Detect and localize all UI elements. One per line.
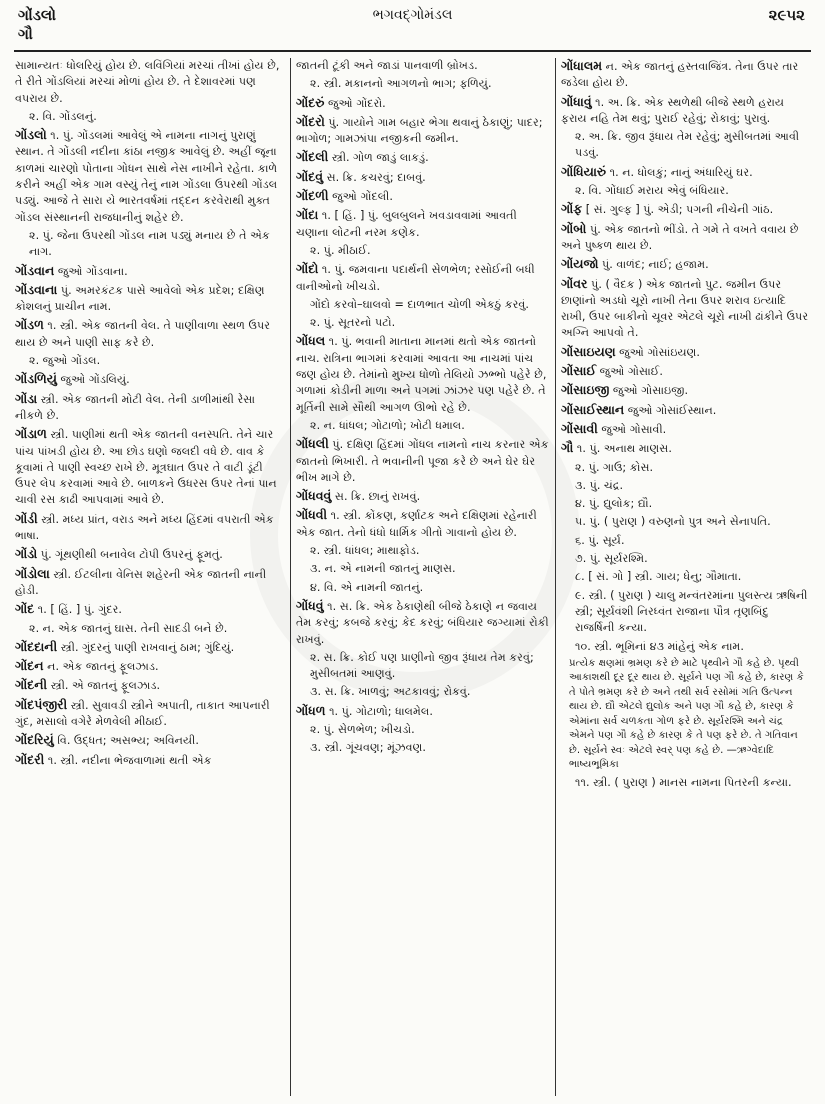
dictionary-entry bbox=[15, 127, 286, 226]
definition-text: જુઓ ગોસાવી. bbox=[597, 422, 667, 436]
header-rule bbox=[14, 50, 811, 52]
definition-text: ૨. જુઓ ગોંડલ. bbox=[29, 354, 101, 368]
definition-text: ૧. પું. જમવાના પદાર્થની સેળભેળ; રસોઈની બધી વાનીઓનો ખીચડો. bbox=[296, 263, 535, 293]
dictionary-entry bbox=[561, 256, 811, 273]
dictionary-entry bbox=[296, 436, 550, 486]
definition-text: પું. અમરકંટક પાસે આવેલો એક પ્રદેશ; દક્ષિણ કોશલનું પ્રાચીન નામ. bbox=[15, 283, 265, 314]
header-first-word: ગોંડલો bbox=[18, 6, 57, 24]
definition-text: ૧. સ્ત્રી. એક જાતની વેલ. તે પાણીવાળા સ્થળ ઉપર થાય છે અને પાણી સાફ કરે છે. bbox=[15, 319, 271, 349]
definition-text: પું. ( વૈદક ) એક જાતનો પુટ. જમીન ઉપર છાણાંનો અડધો ચૂરો નાખી તેના ઉપર શરાવ ઇત્યાદિ રાખી, ઉપર બાકીનો ચૂવર એટલે ચૂરો નાખી ઢાંકીને ઉપર અગ્નિ આપવો તે. bbox=[561, 277, 809, 340]
headword: ગોંદા bbox=[296, 207, 319, 223]
definition-text: ૨. સ્ત્રી. મકાનનો આગળનો ભાગ; ફળિયું. bbox=[310, 77, 492, 91]
headword: ગોંદરો bbox=[296, 113, 325, 129]
sense-line bbox=[561, 775, 811, 791]
definition-text: ગોંદો કરવો–ઘાલવો = દાળભાત ચોળી એકઠું કરવું. bbox=[310, 297, 529, 311]
definition-text: સ્ત્રી. ગુંદરનું પાણી રાખવાનું ઠામ; ગુંદિયું. bbox=[57, 640, 235, 654]
dictionary-entry bbox=[296, 598, 550, 648]
definition-text: જાતની ટૂંકી અને જાડાં પાનવાળી બ્રોખડ. bbox=[296, 59, 478, 72]
definition-text: ૨. વિ. ગોંડલનું. bbox=[29, 109, 97, 123]
sense-line bbox=[296, 580, 550, 596]
definition-text: ૨. પું. સેળભેળ; ખીચડો. bbox=[310, 722, 415, 736]
definition-text: સામાન્યતઃ ધોલરિયું હોય છે. લવિંગિયાં મરચાં તીખાં હોય છે, તે રીતે ગોંડલિયાં મરચાં મોળાં હોય છે. તે દેશાવરમાં પણ વપરાય છે. bbox=[15, 59, 280, 105]
definition-text: ૪. પું. દ્યુલોક; દ્યૌ. bbox=[575, 497, 653, 511]
dictionary-entry bbox=[15, 697, 286, 731]
definition-text: ૧. પું. ભવાની માતાના માનમાં થતો એક જાતનો નાચ. રાત્રિના ભાગમાં કરવામાં આવતા આ નાચમાં પાંચ જણ હોય છે. તેમાંનો મુખ્ય ધોળો તેલિયો ઝભ્ભો પહેરે છે, ગળામાં કોડીની માળા અને પગમાં ઝાંઝર પણ પહેરે છે. તે મૂર્તિની સામે સૌથી આગળ ઊભો રહે છે. bbox=[296, 335, 547, 414]
sense-line bbox=[296, 722, 550, 738]
sense-line bbox=[296, 243, 550, 259]
headword: ગોંદની bbox=[15, 677, 48, 693]
headword: ગોંડલો bbox=[15, 127, 47, 143]
definition-text: જુઓ ગોસાઇજી. bbox=[609, 384, 689, 398]
definition-text: ૨. સ. ક્રિ. કોઈ પણ પ્રાણીનો જીવ રૂંધાય તેમ કરવું; મુસીબતમાં આણવું. bbox=[310, 650, 534, 681]
dictionary-entry bbox=[296, 95, 550, 112]
definition-text: [ સં. ગુલ્ફ ] પું. એડી; પગની નીચેની ગાંઠ. bbox=[582, 203, 774, 217]
headword: ગોંદો bbox=[296, 261, 319, 277]
definition-text: સ. ક્રિ. છાનું રાખવું. bbox=[331, 490, 421, 504]
definition-text: ૨. પું. જેના ઉપરથી ગોંડલ નામ પડ્યું મનાય છે તે એક નાગ. bbox=[29, 228, 270, 259]
sense-line bbox=[296, 543, 550, 559]
header-last-word: ગૌ bbox=[18, 25, 33, 43]
sense-line bbox=[561, 129, 811, 162]
sense-line bbox=[15, 58, 286, 107]
headword: ગોંડા bbox=[15, 390, 38, 406]
headword: ગોંદવું bbox=[296, 168, 324, 184]
dictionary-entry bbox=[561, 201, 811, 218]
definition-text: જુઓ ગોંદલી. bbox=[328, 190, 393, 204]
definition-text: વિ. ઉદ્ધત; અસભ્ય; અવિનયી. bbox=[53, 734, 199, 748]
dictionary-entry bbox=[296, 188, 550, 205]
headword: ગોંડી bbox=[15, 510, 38, 526]
definition-text: ૧. [ હિં. ] પું. ગુંદર. bbox=[34, 603, 122, 617]
dictionary-entry bbox=[15, 677, 286, 694]
sense-line bbox=[561, 478, 811, 494]
dictionary-entry bbox=[561, 58, 811, 92]
dictionary-entry bbox=[15, 732, 286, 749]
headword: ગોંયજો bbox=[561, 256, 599, 272]
headword: ગોંડો bbox=[15, 546, 38, 562]
dictionary-entry bbox=[15, 752, 286, 769]
definition-text: સ્ત્રી. એ જાતનું ફૂલઝાડ. bbox=[47, 679, 161, 693]
dictionary-entry bbox=[296, 333, 550, 415]
definition-text: ૮. [ સં. ગો ] સ્ત્રી. ગાય; ધેનુ; ગૌમાતા. bbox=[575, 570, 742, 584]
definition-text: ૩. સ્ત્રી. ગૂંચવણ; મૂંઝવણ. bbox=[310, 741, 426, 755]
dictionary-entry bbox=[296, 149, 550, 166]
sense-line bbox=[561, 588, 811, 637]
definition-text: ૨. પું. ગાઉ; કોસ. bbox=[575, 460, 654, 474]
definition-text: જુઓ ગોંડવાના. bbox=[54, 264, 128, 278]
dictionary-entry bbox=[296, 488, 550, 505]
dictionary-entry bbox=[561, 344, 811, 361]
definition-text: ૩. ન. એ નામની જાતનું માણસ. bbox=[310, 562, 456, 576]
sense-line bbox=[296, 76, 550, 92]
headword: ગોંફ bbox=[561, 201, 583, 217]
definition-text: ૨. સ્ત્રી. ધાંધલ; માથાફોડ. bbox=[310, 544, 420, 558]
definition-text: ન. એક જાતનું ફૂલઝાડ. bbox=[43, 660, 159, 674]
sense-line bbox=[15, 228, 286, 261]
dictionary-entry bbox=[15, 371, 286, 388]
column-2 bbox=[296, 58, 550, 1098]
definition-text: ૧. ન. ધોલકું; નાનું અંધારિયું ઘર. bbox=[606, 165, 753, 179]
headword: ગોંદરી bbox=[15, 751, 45, 767]
definition-text: જુઓ ગોંદરો. bbox=[324, 96, 386, 110]
definition-text: જુઓ ગોસાંઈસ્થાન. bbox=[624, 403, 717, 417]
dictionary-entry bbox=[15, 546, 286, 563]
sense-line bbox=[15, 621, 286, 637]
dictionary-entry bbox=[15, 263, 286, 280]
headword: ગોંદ bbox=[15, 601, 35, 617]
headword: ગોંડવાન bbox=[15, 262, 55, 278]
definition-text: ૯. સ્ત્રી. ( પુરાણ ) ચાલુ મન્વંતરમાંના પુલસ્ત્ય ઋષિની સ્ત્રી; સૂર્યવંશી નિરધ્વંત રાજાના પૌત્ર તૃણબિંદુ રાજર્ષિની કન્યા. bbox=[575, 588, 808, 635]
column-3 bbox=[561, 58, 811, 1098]
headword: ગોંડોલા bbox=[15, 565, 50, 581]
definition-text: સ્ત્રી. પાણીમાં થતી એક જાતની વનસ્પતિ. તેને ચાર પાંચ પાંખડી હોય છે. આ છોડ ઘણો જલદી વધે છે. વાવ કે કૂવામાં તે પાણી સ્વચ્છ રાખે છે. મૂત્રઘાત ઉપર તે વાટી ડૂંટી ઉપર લેપ કરવામાં આવે છે. બાળકને ઉધરસ ઉપર તેનાં પાન ચાવી રસ કાઢી આપવામાં આવે છે. bbox=[15, 428, 277, 507]
dictionary-entry bbox=[561, 382, 811, 399]
sense-line bbox=[561, 569, 811, 585]
dictionary-entry bbox=[296, 207, 550, 241]
sense-line bbox=[561, 514, 811, 530]
definition-text: ૨. ન. એક જાતનું ઘાસ. તેની સાદડી બને છે. bbox=[29, 621, 228, 635]
definition-text: જુઓ ગોસાંઇયણ. bbox=[615, 345, 700, 359]
definition-text: પું. ગાયોને ગામ બહાર ભેગા થવાનું ઠેકાણું; પાદર; ભાગોળ; ગામઝાંપા નજીકની જમીન. bbox=[296, 115, 543, 146]
definition-text: ૩. પું. ચંદ્ર. bbox=[575, 478, 624, 492]
header-page-number: ૨૯૫૨ bbox=[768, 6, 805, 24]
definition-text: ૭. પું. સૂર્યરશ્મિ. bbox=[575, 552, 648, 566]
definition-text: સ્ત્રી. સુવાવડી સ્ત્રીને અપાતી, તાકાત આપનારી ગુંદ, મસાલો વગેરે મેળવેલી મીઠાઈ. bbox=[15, 698, 270, 728]
dictionary-entry bbox=[561, 94, 811, 128]
definition-text: ૧. સ્ત્રી. નદીના ભેજવાળામાં થતી એક bbox=[44, 753, 212, 767]
headword: ગોંદન bbox=[15, 658, 44, 674]
dictionary-entry bbox=[561, 221, 811, 255]
definition-text: સ્ત્રી. મધ્ય પ્રાંત, વરાડ અને મધ્ય હિંદમાં વપરાતી એક ભાષા. bbox=[15, 512, 274, 543]
header-title: ભગવદ્ગોમંડલ bbox=[372, 7, 453, 23]
definition-text: ૨. અ. ક્રિ. જીવ રૂંધાય તેમ રહેવું; મુસીબતમાં આવી પડવું. bbox=[575, 130, 800, 160]
headword: ગોંધળ bbox=[296, 702, 326, 718]
dictionary-entry bbox=[296, 169, 550, 186]
definition-text: પું. દક્ષિણ હિંદમાં ગોંધલ નામનો નાચ કરનાર એક જાતનો ભિખારી. તે ભવાનીની પૂજા કરે છે અને ઘેર ઘેર ભીખ માગે છે. bbox=[296, 438, 549, 484]
dictionary-entry bbox=[561, 276, 811, 342]
definition-text: ૧૦. સ્ત્રી. ભૂમિનાં ૪૩ માંહેનું એક નામ. bbox=[575, 639, 744, 653]
definition-text: ૧. સ. ક્રિ. એક ઠેકાણેથી બીજે ઠેકાણે ન જવાય તેમ કરવું; કબજે કરવું; કેદ કરવું; બંધિયાર જગ્યામાં રોકી રાખવું. bbox=[296, 599, 549, 646]
sense-line bbox=[296, 58, 550, 74]
column-divider bbox=[555, 58, 556, 1096]
dictionary-entry bbox=[296, 703, 550, 720]
headword: ગોંદદાની bbox=[15, 638, 58, 654]
definition-text: સ્ત્રી. ગોળ જાડું લાકડું. bbox=[328, 151, 429, 165]
headword: ગોંધિયારું bbox=[561, 163, 607, 179]
headword: ગોંસાઈ bbox=[561, 363, 597, 379]
dictionary-entry bbox=[15, 391, 286, 425]
definition-text: ૨. વિ. ગોંધાઈ મરાય એવું બંધિયાર. bbox=[575, 184, 729, 198]
headword: ગૌ bbox=[561, 440, 574, 456]
dictionary-entry bbox=[15, 658, 286, 675]
headword: ગોંધવવું bbox=[296, 488, 332, 504]
definition-text: પ્રત્યેક ક્ષણમાં ભ્રમણ કરે છે માટે પૃથ્વીને ગૌ કહે છે. પૃથ્વી આકાશથી દૂર દૂર થાય છે. સૂર્યને પણ ગૌ કહે છે, કારણ કે તે પોતે ભ્રમણ કરે છે અને તથી સર્વ રસોમાં ગતિ ઉત્પન્ન થાય છે. દ્યૌ એટલે દ્યુલોક અને પણ ગૌ કહે છે, કારણ કે એમાંના સર્વ ચળકતા ગોળ ફરે છે. સૂર્યરશ્મિ અને ચંદ્ર એમને પણ ગૌ કહે છે કારણ કે તે પણ ફરે છે. તે ગતિવાન છે. સૂર્યને સ્વઃ એટલે સ્વર્ પણ કહે છે. —ઋગ્વેદાદિ ભાષ્યભૂમિકા bbox=[569, 657, 804, 771]
headword: ગોંડળિયું bbox=[15, 371, 57, 387]
definition-text: ૧. સ્ત્રી. કોંકણ, કર્ણાટક અને દક્ષિણમાં રહેનારી એક જાત. તેનો ધંધો ધાર્મિક ગીતો ગાવાનો હોય છે. bbox=[296, 509, 537, 539]
sense-line bbox=[561, 639, 811, 655]
headword: ગોંધાવું bbox=[561, 93, 592, 109]
definition-text: ૫. પું. ( પુરાણ ) વરુણનો પુત્ર અને સેનાપતિ. bbox=[575, 515, 771, 529]
definition-text: ૧. અ. ક્રિ. એક સ્થળેથી બીજે સ્થળે હરાય ફરાય નહિ તેમ થવું; પુરાઈ રહેવું; રોકાવું; પુરાવું. bbox=[561, 95, 785, 125]
definition-text: સ્ત્રી. ઈટલીના વેનિસ શહેરની એક જાતની નાની હોડી. bbox=[15, 567, 267, 597]
sense-line bbox=[561, 551, 811, 567]
headword: ગોંદરું bbox=[296, 94, 325, 110]
headword: ગોંસાઈસ્થાન bbox=[561, 401, 625, 417]
dictionary-entry bbox=[561, 363, 811, 380]
definition-text: ૨. ન. ધાંધલ; ગોટાળો; ખોટી ધમાલ. bbox=[310, 418, 465, 432]
headword: ગોંબો bbox=[561, 220, 587, 236]
headword: ગોંધવી bbox=[296, 507, 328, 523]
headword: ગોંદળી bbox=[296, 188, 329, 204]
headword: ગોંધાલમ bbox=[561, 58, 603, 73]
sense-line bbox=[561, 533, 811, 549]
dictionary-entry bbox=[561, 402, 811, 419]
definition-text: ૧૧. સ્ત્રી. ( પુરાણ ) માનસ નામના પિતરની કન્યા. bbox=[575, 775, 792, 789]
headword: ગોંવર bbox=[561, 275, 588, 291]
headword: ગોંધવું bbox=[296, 597, 324, 613]
headword: ગોંડવાના bbox=[15, 281, 58, 297]
headword: ગોંધલી bbox=[296, 436, 329, 452]
dictionary-entry bbox=[15, 317, 286, 351]
column-1 bbox=[15, 58, 286, 1098]
sense-line bbox=[561, 460, 811, 476]
sense-line bbox=[296, 650, 550, 683]
definition-text: ૬. પું. સૂર્ય. bbox=[575, 533, 625, 547]
sense-line bbox=[296, 561, 550, 577]
dictionary-entry bbox=[15, 639, 286, 656]
dictionary-entry bbox=[296, 507, 550, 541]
headword: ગોંદરિયું bbox=[15, 732, 54, 748]
headword: ગોંડળ bbox=[15, 317, 44, 333]
headword: ગોંદપંજીરી bbox=[15, 696, 68, 712]
definition-text: જુઓ ગોંડલિયું. bbox=[56, 373, 130, 387]
definition-text: પું. ગૂંથણીથી બનાવેલ ટોપી ઉપરનું ફૂમતું. bbox=[37, 548, 223, 562]
sense-line bbox=[296, 684, 550, 700]
definition-text: ૧. [ હિં. ] પું. બુલબુલને ખવડાવવામાં આવતી ચણાના લોટની નરમ કણેક. bbox=[296, 209, 517, 239]
headword: ગોંસાઇજી bbox=[561, 382, 610, 398]
definition-text: ૪. વિ. એ નામની જાતનું. bbox=[310, 580, 424, 594]
headword: ગોંધલ bbox=[296, 333, 326, 349]
definition-text: ૨. પું. મીઠાઈ. bbox=[310, 243, 371, 257]
definition-text: ૩. સ. ક્રિ. ખાળવું; અટકાવવું; રોકવું. bbox=[310, 685, 471, 699]
definition-text: પું. વાળંદ; નાઈ; હજામ. bbox=[598, 258, 709, 272]
definition-text: ૨. પું. સૂતરનો પટો. bbox=[310, 316, 396, 330]
dictionary-entry bbox=[15, 282, 286, 316]
dictionary-entry bbox=[296, 261, 550, 295]
definition-text: સ. ક્રિ. કચરવું; દાબવું. bbox=[323, 170, 426, 184]
sense-line bbox=[296, 315, 550, 331]
headword: ગોંડાળ bbox=[15, 426, 47, 442]
dictionary-entry bbox=[15, 426, 286, 508]
definition-text: ન. એક જાતનું હસ્તવાજિંત્ર. તેના ઉપર તાર જડેલા હોય છે. bbox=[561, 60, 799, 90]
dictionary-entry bbox=[561, 421, 811, 438]
sense-line bbox=[296, 740, 550, 756]
sense-line bbox=[15, 109, 286, 125]
definition-text: ૧. પું. ગોંડલમાં આવેલું એ નામના નાગનું પુરાણું સ્થાન. તે ગોંડલી નદીના કાંઠા નજીક આવેલું છે. અહીં જૂના કાળમાં ચારણો પોતાના ગોધન સાથે નેસ નાખીને રહેતા. કાળે કરીને અહીં એક ગામ વસ્યું તેનું નામ ગોંડલા ઉપરથી ગોંડલ પડ્યું. આજે તે સારા યે ભારતવર્ષમાં તદ્દન કરવેરાથી મુક્ત ગોંડલ સંસ્થાનની રાજધાનીનું શહેર છે. bbox=[15, 129, 278, 224]
headword: ગોંદલી bbox=[296, 149, 329, 165]
dictionary-entry bbox=[15, 601, 286, 618]
dictionary-entry bbox=[15, 566, 286, 600]
dictionary-entry bbox=[561, 440, 811, 457]
dictionary-entry bbox=[561, 164, 811, 181]
definition-text: ૧. પું. ગોટાળો; ધાલમેલ. bbox=[325, 704, 433, 718]
definition-text: ૧. પું. અનાથ માણસ. bbox=[573, 442, 672, 456]
dictionary-entry bbox=[296, 114, 550, 148]
definition-text: પું. એક જાતનો ભીંડો. તે ગમે તે વખતે વવાય છે અને પુષ્કળ થાય છે. bbox=[561, 222, 799, 252]
definition-text: સ્ત્રી. એક જાતની મોટી વેલ. તેની ડાળીમાંથી રેસા નીકળે છે. bbox=[15, 392, 256, 422]
sense-line bbox=[15, 353, 286, 369]
dictionary-entry bbox=[15, 511, 286, 545]
sense-line bbox=[296, 297, 550, 313]
quotation bbox=[561, 657, 811, 773]
sense-line bbox=[561, 496, 811, 512]
sense-line bbox=[296, 418, 550, 434]
headword: ગોંસાવી bbox=[561, 420, 598, 436]
column-divider bbox=[290, 58, 291, 1096]
sense-line bbox=[561, 183, 811, 199]
headword: ગોંસાઇયણ bbox=[561, 343, 616, 359]
definition-text: જુઓ ગોસાઈ. bbox=[596, 365, 663, 379]
page-header bbox=[0, 0, 825, 56]
